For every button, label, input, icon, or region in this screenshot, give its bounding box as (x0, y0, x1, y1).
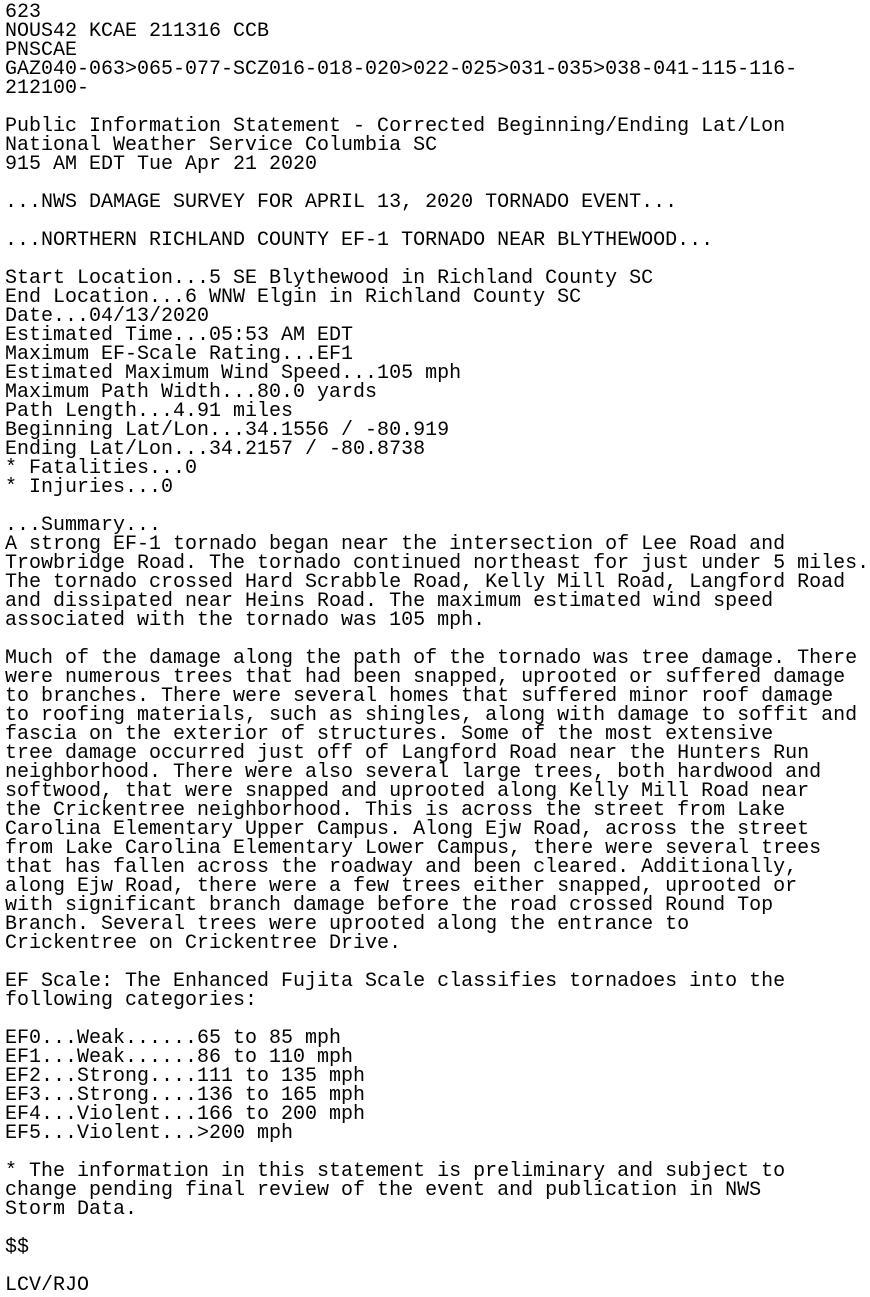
text-line: ...NWS DAMAGE SURVEY FOR APRIL 13, 2020 TORNADO EVENT... (5, 191, 678, 214)
text-line: Much of the damage along the path of the tornado was tree damage. There (5, 647, 858, 670)
text-line: ...Summary... (5, 514, 162, 537)
text-line: tree damage occurred just off of Langford Road near the Hunters Run (5, 742, 810, 765)
text-line: Estimated Time...05:53 AM EDT (5, 324, 354, 347)
text-line: 915 AM EDT Tue Apr 21 2020 (5, 153, 318, 176)
text-line: PNSCAE (5, 39, 78, 62)
text-line: that has fallen across the roadway and been cleared. Additionally, (5, 856, 798, 879)
text-line: and dissipated near Heins Road. The maximum estimated wind speed (5, 590, 774, 613)
text-line: 623 (5, 1, 42, 24)
text-line: Estimated Maximum Wind Speed...105 mph (5, 362, 462, 385)
text-line: EF0...Weak......65 to 85 mph (5, 1027, 342, 1050)
text-line: EF5...Violent...>200 mph (5, 1122, 294, 1145)
text-line (5, 1257, 870, 1276)
text-line: ...NORTHERN RICHLAND COUNTY EF-1 TORNADO NEAR BLYTHEWOOD... (5, 229, 714, 252)
text-line: Maximum EF-Scale Rating...EF1 (5, 343, 354, 366)
text-line: LCV/RJO (5, 1274, 90, 1297)
text-line: Storm Data. (5, 1198, 138, 1221)
text-line: National Weather Service Columbia SC (5, 134, 438, 157)
text-line: Date...04/13/2020 (5, 305, 210, 328)
text-line: along Ejw Road, there were a few trees either snapped, uprooted or (5, 875, 798, 898)
text-line: Crickentree on Crickentree Drive. (5, 932, 402, 955)
text-line: Start Location...5 SE Blythewood in Richland County SC (5, 267, 654, 290)
text-line: from Lake Carolina Elementary Lower Campus, there were several trees (5, 837, 822, 860)
text-line: EF1...Weak......86 to 110 mph (5, 1046, 354, 1069)
text-line: Trowbridge Road. The tornado continued northeast for just under 5 miles. (5, 552, 870, 575)
text-line: GAZ040-063>065-077-SCZ016-018-020>022-025>031-035>038-041-115-116- (5, 58, 798, 81)
text-line: softwood, that were snapped and uprooted along Kelly Mill Road near (5, 780, 810, 803)
text-line: change pending final review of the event and publication in NWS (5, 1179, 762, 1202)
text-line: were numerous trees that had been snapped, uprooted or suffered damage (5, 666, 846, 689)
text-line: The tornado crossed Hard Scrabble Road, Kelly Mill Road, Langford Road (5, 571, 846, 594)
text-line: EF3...Strong....136 to 165 mph (5, 1084, 366, 1107)
text-line: Branch. Several trees were uprooted along the entrance to (5, 913, 690, 936)
text-line: associated with the tornado was 105 mph. (5, 609, 486, 632)
text-line: Carolina Elementary Upper Campus. Along Ejw Road, across the street (5, 818, 810, 841)
text-line: to roofing materials, such as shingles, along with damage to soffit and (5, 704, 858, 727)
text-line: Beginning Lat/Lon...34.1556 / -80.919 (5, 419, 450, 442)
text-line: * Fatalities...0 (5, 457, 198, 480)
text-line: * Injuries...0 (5, 476, 174, 499)
text-line: EF2...Strong....111 to 135 mph (5, 1065, 366, 1088)
text-line (5, 1219, 870, 1238)
text-line: EF Scale: The Enhanced Fujita Scale classifies tornadoes into the (5, 970, 786, 993)
text-line: A strong EF-1 tornado began near the intersection of Lee Road and (5, 533, 786, 556)
text-line: 212100- (5, 77, 90, 100)
text-line: to branches. There were several homes that suffered minor roof damage (5, 685, 834, 708)
text-line: neighborhood. There were also several large trees, both hardwood and (5, 761, 822, 784)
text-line: * The information in this statement is preliminary and subject to (5, 1160, 786, 1183)
text-line: fascia on the exterior of structures. Some of the most extensive (5, 723, 774, 746)
text-line: Maximum Path Width...80.0 yards (5, 381, 378, 404)
text-line: Public Information Statement - Corrected Beginning/Ending Lat/Lon (5, 115, 786, 138)
text-line: $$ (5, 1236, 30, 1259)
text-line: Path Length...4.91 miles (5, 400, 294, 423)
text-line: NOUS42 KCAE 211316 CCB (5, 20, 270, 43)
text-line: with significant branch damage before the road crossed Round Top (5, 894, 774, 917)
text-line: following categories: (5, 989, 258, 1012)
text-line: EF4...Violent...166 to 200 mph (5, 1103, 366, 1126)
text-line: the Crickentree neighborhood. This is across the street from Lake (5, 799, 786, 822)
text-line: Ending Lat/Lon...34.2157 / -80.8738 (5, 438, 426, 461)
text-line: End Location...6 WNW Elgin in Richland County SC (5, 286, 582, 309)
